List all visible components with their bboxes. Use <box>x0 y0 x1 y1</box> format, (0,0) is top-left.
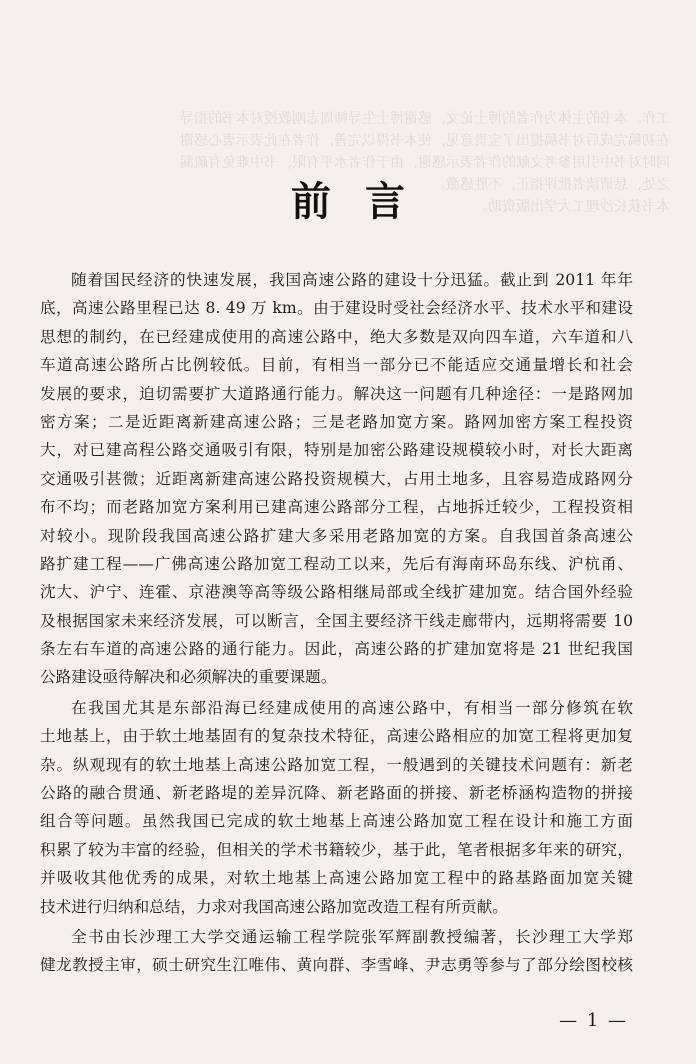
text-line: 路扩建工程——广佛高速公路加宽工程动工以来，先后有海南环岛东线、沪杭甬、 <box>40 554 633 573</box>
bleed-line: 在初稿完成后对书稿提出了宝贵意见，使本书得以完善，作者在此表示衷心感谢 <box>180 133 670 149</box>
preface-body <box>40 266 633 980</box>
bleed-line: 之处，恳请读者批评指正，不胜感激。 <box>432 177 670 193</box>
text-line: 技术进行归纳和总结，力求对我国高速公路加宽改造工程有所贡献。 <box>40 897 508 916</box>
text-line: 土地基上，由于软土地基固有的复杂技术特征，高速公路相应的加宽工程将更加复 <box>40 727 633 746</box>
text-line: 全书由长沙理工大学交通运输工程学院张军辉副教授编著，长沙理工大学郑 <box>71 927 633 946</box>
text-line: 发展的要求，迫切需要扩大道路通行能力。解决这一问题有几种途径：一是路网加 <box>40 384 633 403</box>
text-line: 密方案；二是近距离新建高速公路；三是老路加宽方案。路网加密方案工程投资 <box>40 412 633 431</box>
text-line: 公路建设亟待解决和必须解决的重要课题。 <box>40 668 337 687</box>
text-line: 及根据国家未来经济发展，可以断言，全国主要经济干线走廊带内，远期将需要 10 <box>40 611 633 630</box>
text-line: 布不均；而老路加宽方案利用已建高速公路部分工程，占地拆迁较少，工程投资相 <box>40 498 633 517</box>
text-line: 条左右车道的高速公路的通行能力。因此，高速公路的扩建加宽将是 21 世纪我国 <box>40 640 633 659</box>
text-line: 组合等问题。虽然我国已完成的软土地基上高速公路加宽工程在设计和施工方面 <box>40 812 633 831</box>
text-line: 在我国尤其是东部沿海已经建成使用的高速公路中，有相当一部分修筑在软 <box>71 698 633 717</box>
bleed-line: 工作。本书的主体为作者的博士论文，感谢博士生导师周志刚教授对本书的指导 <box>180 111 670 127</box>
text-line: 对较小。现阶段我国高速公路扩建大多采用老路加宽的方案。自我国首条高速公 <box>40 526 633 545</box>
text-line: 思想的制约，在已经建成使用的高速公路中，绝大多数是双向四车道，六车道和八 <box>40 327 633 346</box>
bleed-line: 本书获长沙理工大学出版资助。 <box>474 199 670 215</box>
text-line: 公路的融合贯通、新老路堤的差异沉降、新老路面的拼接、新老桥涵构造物的拼接 <box>40 784 633 803</box>
text-line: 大，对已建高程公路交通吸引有限，特别是加密公路建设规模较小时，对长大距离 <box>40 441 633 460</box>
text-line: 健龙教授主审，硕士研究生江唯伟、黄向群、李雪峰、尹志勇等参与了部分绘图校核 <box>40 956 633 975</box>
page-number: — 1 — <box>559 1010 628 1031</box>
bleed-line: 同时对书中引用参考文献的作者表示感谢，由于作者水平有限，书中难免有疏漏 <box>180 155 670 171</box>
text-line: 底，高速公路里程已达 8. 49 万 km。由于建设时受社会经济水平、技术水平和建设 <box>40 299 633 318</box>
text-line: 沈大、沪宁、连霍、京港澳等高等级公路相继局部或全线扩建加宽。结合国外经验 <box>40 583 633 602</box>
text-line: 积累了较为丰富的经验，但相关的学术书籍较少，基于此，笔者根据多年来的研究， <box>40 840 633 859</box>
text-line: 交通吸引甚微；近距离新建高速公路投资规模大，占用土地多，且容易造成路网分 <box>40 469 633 488</box>
text-line: 并吸收其他优秀的成果，对软土地基上高速公路加宽工程中的路基路面加宽关键 <box>40 869 633 888</box>
page-title: 前言 <box>291 179 439 225</box>
text-line: 杂。纵观现有的软土地基上高速公路加宽工程，一般遇到的关键技术问题有：新老 <box>40 755 633 774</box>
text-line: 随着国民经济的快速发展，我国高速公路的建设十分迅猛。截止到 2011 年年 <box>71 271 633 289</box>
text-line: 车道高速公路所占比例较低。目前，有相当一部分已不能适应交通量增长和社会 <box>40 356 633 375</box>
